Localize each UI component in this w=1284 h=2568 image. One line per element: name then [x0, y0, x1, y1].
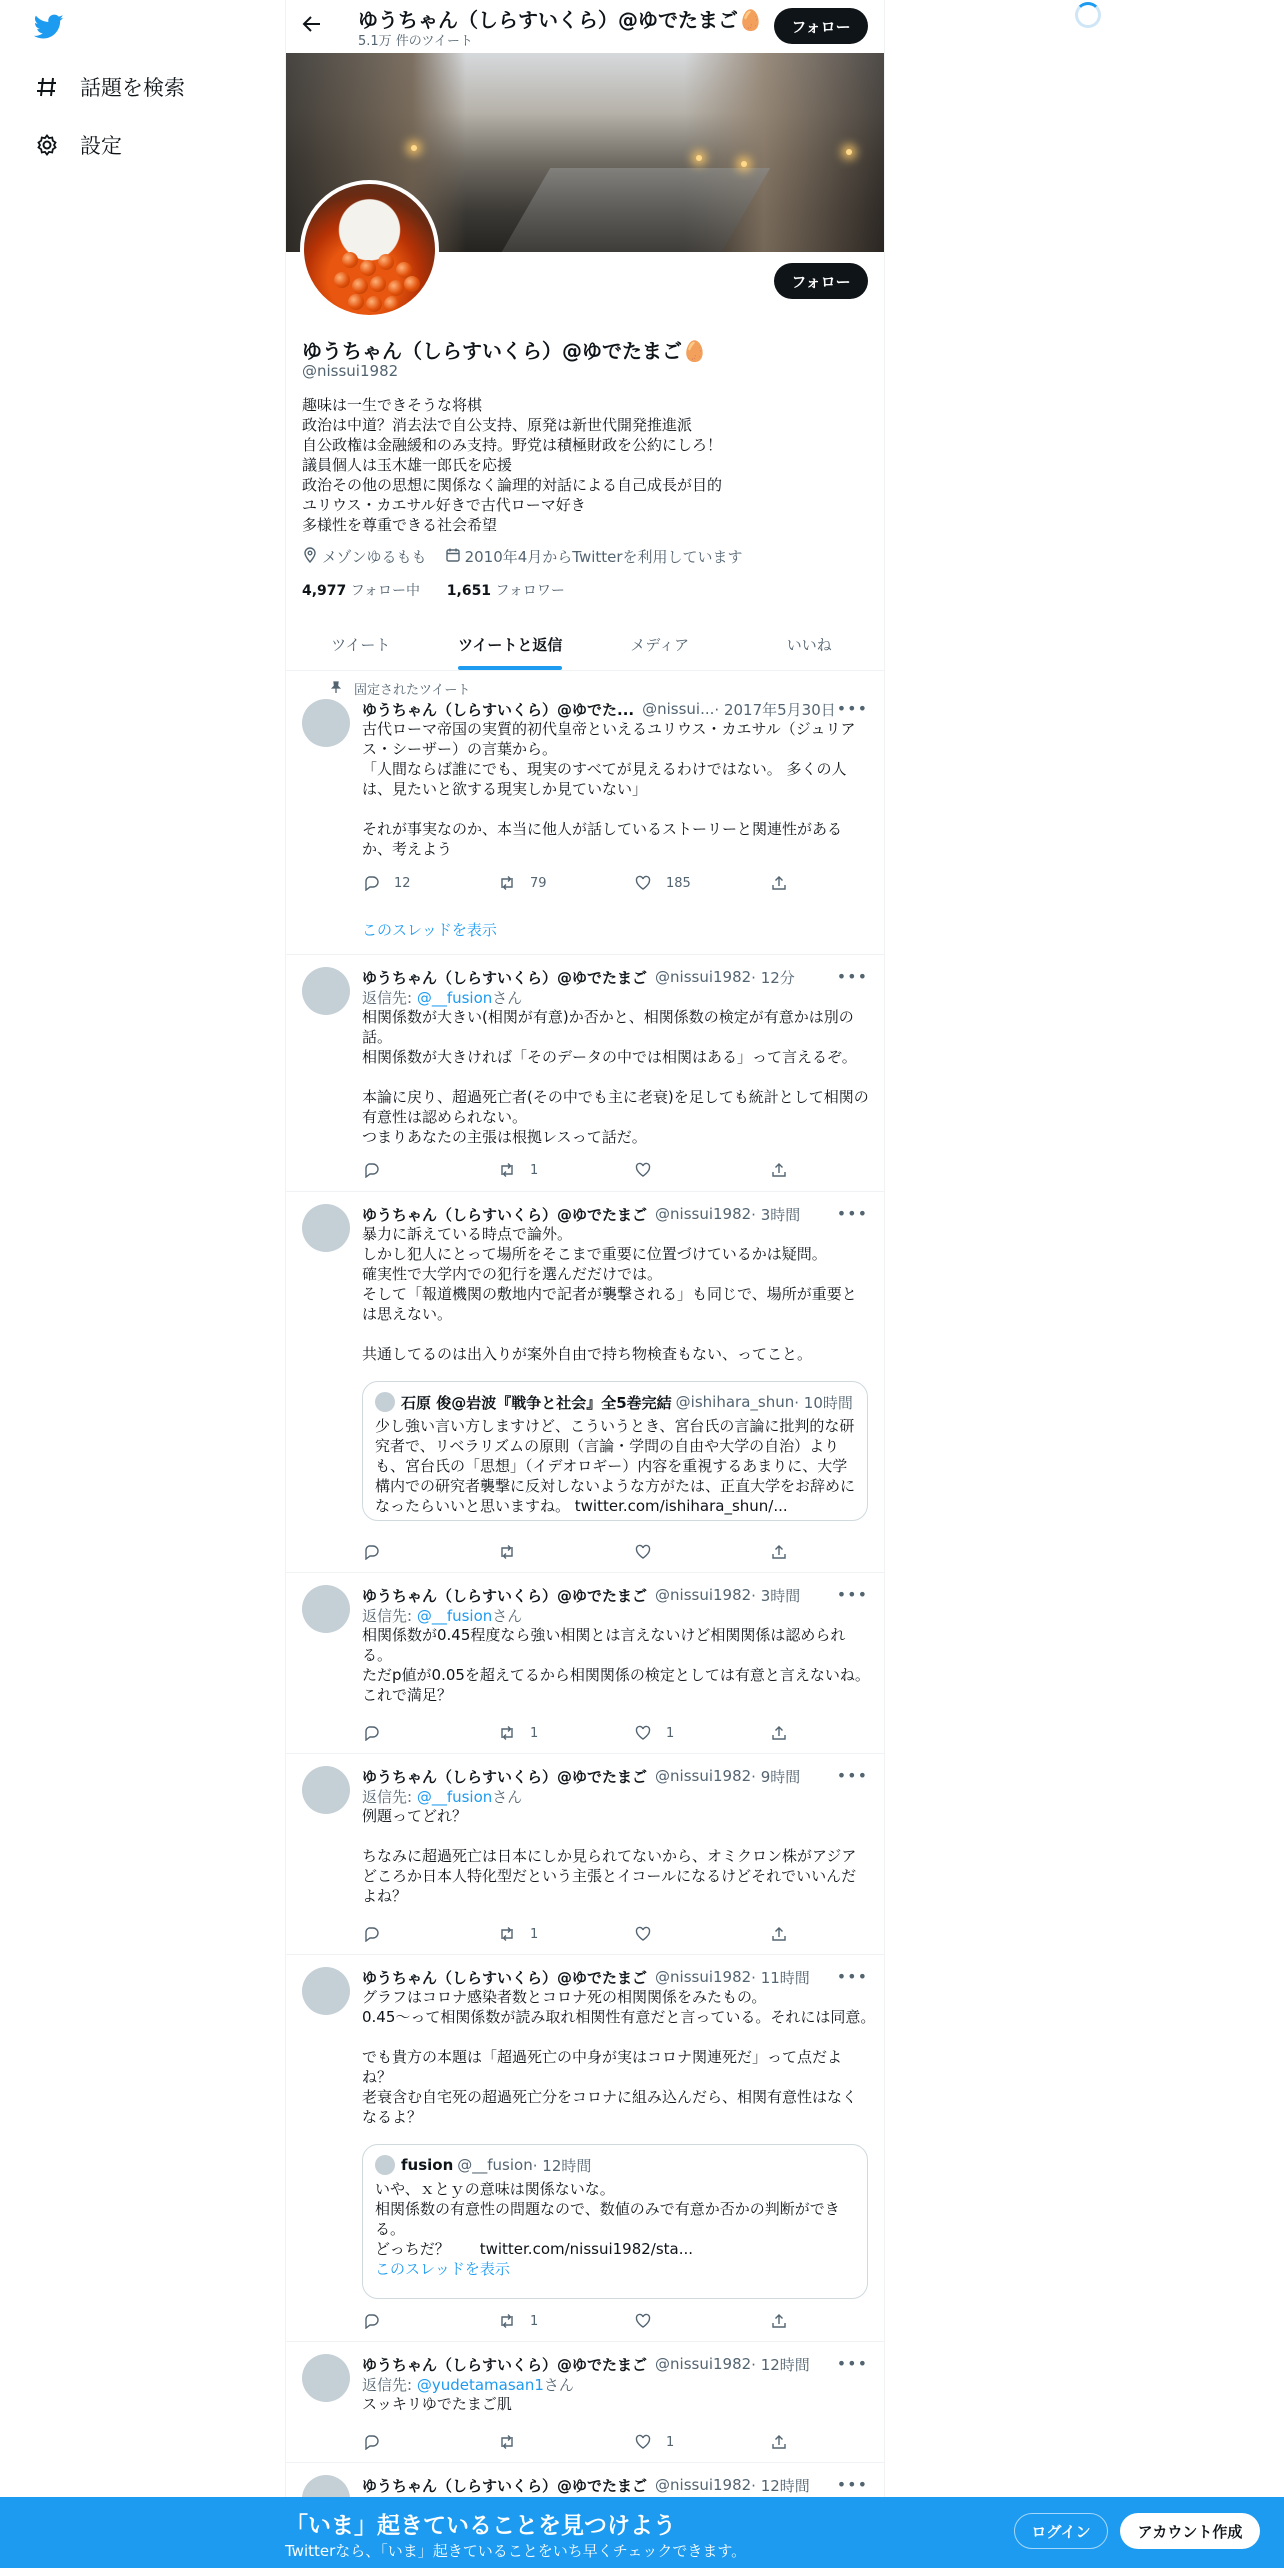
profile-name: ゆうちゃん（しらすいくら）@ゆでたまご🥚: [302, 339, 707, 363]
tweet-text-line: でも貴方の本題は「超過死亡の中身が実はコロナ関連死だ」って点だよ: [362, 2048, 843, 2066]
nav-settings[interactable]: [34, 125, 122, 165]
quoted-time: · 12時間: [532, 2156, 592, 2175]
retweet-icon: [498, 874, 516, 892]
tweet-body: [362, 699, 868, 859]
tweet-text-line: グラフはコロナ感染者数とコロナ死の相関関係をみたもの。: [362, 1988, 767, 2006]
tweet-author-name[interactable]: ゆうちゃん（しらすいくら）@ゆでたまご: [362, 2355, 648, 2374]
reply-to-prefix: 返信先:: [362, 1607, 417, 1625]
tweet-text-line: 確実性で大学内での犯行を選んだだけでは。: [362, 1265, 663, 1283]
tweet-text: [362, 1224, 868, 1364]
share-icon: [770, 1925, 788, 1943]
bottom-bar-subtitle: Twitterなら、「いま」起きていることをいち早くチェックできます。: [285, 2542, 747, 2560]
topbar-tweet-count: 5.1万 件のツイート: [358, 34, 473, 49]
pinned-indicator: [330, 679, 470, 698]
retweet-button[interactable]: [498, 1924, 634, 1944]
followers-count: 1,651: [446, 583, 492, 599]
reply-to-user-link[interactable]: @__fusion: [416, 989, 493, 1007]
share-button[interactable]: [770, 1924, 802, 1944]
tweet-text-line: 0.45〜って相関係数が読み取れ相関性有意だと言っている。それには同意。: [362, 2008, 876, 2026]
more-icon[interactable]: •••: [836, 1967, 868, 1986]
tweet-time[interactable]: · 9時間: [751, 1767, 801, 1786]
like-count: 1: [666, 1725, 675, 1741]
hashtag-icon: [34, 74, 60, 100]
bio-line: 自公政権は金融緩和のみ支持。野党は積極財政を公約にしろ！: [302, 436, 723, 454]
retweet-count: 1: [530, 1725, 539, 1741]
tweet-header: [362, 2475, 868, 2495]
tweet-author-handle[interactable]: @nissui1982: [655, 1767, 752, 1785]
tweet-text-line: 共通してるのは出入りが案外自由で持ち物検査もない、ってこと。: [362, 1345, 813, 1363]
nav-explore[interactable]: [34, 67, 185, 107]
tweet-text-line: ちなみに超過死亡は日本にしか見られてないから、オミクロン株がアジア: [362, 1847, 857, 1865]
tweet-text-line: 「人間ならば誰にでも、現実のすべてが見えるわけではない。 多くの人: [362, 760, 847, 778]
tweet-actions: [362, 873, 802, 893]
reply-count: 12: [394, 875, 411, 891]
retweet-button[interactable]: [498, 2432, 634, 2452]
bio-line: 議員個人は玉木雄一郎氏を応援: [302, 456, 513, 474]
tweet[interactable]: [286, 955, 884, 1192]
login-button[interactable]: ログイン: [1014, 2513, 1108, 2549]
bio-line: 政治は中道？消去法で自公支持、原発は新世代開発推進派: [302, 416, 693, 434]
tweet-text: [362, 1625, 868, 1705]
share-button[interactable]: [770, 873, 802, 893]
reply-icon: [362, 874, 380, 892]
profile-meta: [302, 546, 743, 567]
retweet-icon: [498, 2312, 516, 2330]
quoted-text-line: 相関係数の有意性の問題なので、数値のみで有意か否かの判断ができ: [375, 2200, 840, 2218]
retweet-icon: [498, 1543, 516, 1561]
like-button[interactable]: [634, 1723, 770, 1743]
quoted-author-handle: @ishihara_shun: [675, 1393, 795, 1411]
profile-location: メゾンゆるもも: [322, 548, 427, 566]
quoted-author-name: fusion: [401, 2156, 454, 2174]
following-count: 4,977: [302, 583, 347, 599]
heart-icon: [634, 1724, 652, 1742]
location-icon: [302, 547, 318, 567]
tweet-text-line: これで満足？: [362, 1686, 453, 1704]
tweet-text-line: 相関係数が大きければ「そのデータの中では相関はある」って言えるぞ。: [362, 1048, 857, 1066]
more-icon[interactable]: •••: [836, 1766, 868, 1785]
tweet[interactable]: [286, 1192, 884, 1573]
nav-explore-label: 話題を検索: [80, 76, 185, 100]
profile-tabs: [286, 618, 884, 671]
bio-line: ユリウス・カエサル好きで古代ローマ好き: [302, 496, 586, 514]
retweet-icon: [498, 1925, 516, 1943]
like-button[interactable]: [634, 1542, 770, 1562]
quoted-show-thread-link[interactable]: このスレッドを表示: [375, 2260, 510, 2278]
tweet-text-line: そして「報道機関の敷地内で記者が襲撃される」も同じで、場所が重要と: [362, 1285, 857, 1303]
reply-button[interactable]: [362, 873, 498, 893]
quoted-tweet-avatar: [375, 1392, 395, 1412]
tweet-text: [362, 1987, 876, 2127]
reply-icon: [362, 1543, 380, 1561]
reply-to: [362, 1605, 868, 1625]
quoted-text-line: 少し強い言い方しますけど、こういうとき、宮台氏の言論に批判的な研: [375, 1417, 855, 1435]
topbar-follow-button[interactable]: フォロー: [774, 8, 868, 44]
bottom-bar-title: 「いま」起きていることを見つけよう: [285, 2513, 676, 2539]
tweet-text-line: [362, 1067, 868, 1087]
tab-tweets-and-replies[interactable]: ツイートと返信: [436, 618, 586, 670]
share-icon: [770, 874, 788, 892]
tweet-text-line: 相関係数が大きい(相関が有意)か否かと、相関係数の検定が有意かは別の: [362, 1008, 854, 1026]
tweet-avatar[interactable]: [302, 2354, 350, 2402]
tweet-text-line: 本論に戻り、超過死亡者(その中でも主に老衰)を足しても統計として相関の: [362, 1088, 869, 1106]
tweet-avatar[interactable]: [302, 1204, 350, 1252]
tweet-avatar[interactable]: [302, 1967, 350, 2015]
pinned-label: 固定されたツイート: [354, 683, 471, 698]
tweet[interactable]: [286, 671, 884, 955]
bio-line: 多様性を尊重できる社会希望: [302, 516, 498, 534]
tweet-header: [362, 1766, 868, 1786]
share-icon: [770, 2312, 788, 2330]
tweet-text-line: しかし犯人にとって場所をそこまで重要に位置づけているかは疑問。: [362, 1245, 827, 1263]
quoted-text-line: いや、ｘとｙの意味は関係ないな。: [375, 2180, 615, 2198]
tweet-author-handle[interactable]: @nissui1982: [655, 1586, 752, 1604]
profile-topbar: [286, 0, 884, 53]
more-icon[interactable]: •••: [836, 2475, 868, 2494]
quoted-tweet[interactable]: [362, 1381, 868, 1521]
tweet-text-line: [362, 1324, 868, 1344]
like-count: 185: [666, 875, 691, 891]
retweet-button[interactable]: [498, 873, 634, 893]
tweet-header: [362, 1967, 868, 1987]
reply-to-prefix: 返信先:: [362, 2376, 417, 2394]
tweet-text-line: 話。: [362, 1028, 393, 1046]
heart-icon: [634, 1543, 652, 1561]
tweet-body: [362, 1585, 868, 1705]
reply-to-suffix: さん: [492, 1788, 523, 1806]
quoted-text-line: る。: [375, 2220, 406, 2238]
quoted-text-line: 構内での研究者襲撃に反対しないような方がたは、正直大学をお辞めに: [375, 1477, 856, 1495]
profile-joined: 2010年4月からTwitterを利用しています: [464, 548, 743, 566]
retweet-button[interactable]: [498, 1723, 634, 1743]
quoted-text-line: も、宮台氏の「思想」（イデオロギー）内容を重視するあまりに、大学: [375, 1457, 848, 1475]
tweet-body: [362, 2354, 868, 2414]
share-icon: [770, 2433, 788, 2451]
reply-to-prefix: 返信先:: [362, 989, 417, 1007]
heart-icon: [634, 1925, 652, 1943]
like-button[interactable]: [634, 873, 770, 893]
tweet-body: [362, 1204, 868, 1364]
tweet-time[interactable]: · 11時間: [751, 1968, 810, 1987]
like-button[interactable]: [634, 2311, 770, 2331]
reply-to: [362, 1786, 868, 1806]
tweet-text-line: つまりあなたの主張は根拠レスって話だ。: [362, 1128, 647, 1146]
like-button[interactable]: [634, 2432, 770, 2452]
tweet-time[interactable]: · 12時間: [751, 2355, 810, 2374]
tweet[interactable]: [286, 1754, 884, 1955]
retweet-button[interactable]: [498, 1542, 634, 1562]
tweet-body: [362, 967, 868, 1147]
tweet-actions: [362, 2311, 802, 2331]
reply-icon: [362, 2312, 380, 2330]
tweet-actions: [362, 1723, 802, 1743]
tweet-author-name[interactable]: ゆうちゃん（しらすいくら）@ゆでた...: [362, 700, 635, 719]
retweet-count: 1: [530, 1162, 539, 1178]
tweet-header: [362, 1204, 868, 1224]
tweet-text-line: どころか日本人特化型だという主張とイコールになるけどそれでいいんだ: [362, 1867, 857, 1885]
quoted-tweet[interactable]: [362, 2144, 868, 2299]
reply-to-user-link[interactable]: @__fusion: [416, 1788, 493, 1806]
tweet-avatar[interactable]: [302, 1766, 350, 1814]
following-link[interactable]: [302, 583, 420, 599]
tweet-header: [362, 1585, 868, 1605]
tweet-time[interactable]: · 3時間: [751, 1586, 801, 1605]
tweet-header: [362, 2354, 868, 2374]
tweet-text-line: ス・シーザー）の言葉から。: [362, 740, 558, 758]
tweet-body: [362, 1967, 876, 2127]
quoted-text-line: どっちだ？ twitter.com/nissui1982/sta...: [375, 2240, 694, 2258]
tweet-text-line: [362, 799, 868, 819]
reply-to-prefix: 返信先:: [362, 1788, 417, 1806]
tweet-text-line: 古代ローマ帝国の実質的初代皇帝といえるユリウス・カエサル（ジュリア: [362, 720, 856, 738]
reply-button[interactable]: [362, 1542, 498, 1562]
tweet[interactable]: [286, 1573, 884, 1754]
followers-link[interactable]: [447, 583, 565, 599]
retweet-count: 1: [530, 1926, 539, 1942]
share-icon: [770, 1724, 788, 1742]
tweet-text-line: は、見たいと欲する現実しか見ていない」: [362, 780, 648, 798]
tweet-text-line: よね？: [362, 1887, 408, 1905]
quoted-tweet-avatar: [375, 2155, 395, 2175]
tweet-body: [362, 2475, 868, 2495]
like-count: 1: [666, 2434, 675, 2450]
tweet-avatar[interactable]: [302, 967, 350, 1015]
reply-to-suffix: さん: [492, 1607, 523, 1625]
retweet-count: 79: [530, 875, 547, 891]
heart-icon: [634, 874, 652, 892]
tweet-text-line: スッキリゆでたまご肌: [362, 2395, 512, 2413]
twitter-logo-icon[interactable]: [34, 14, 64, 40]
heart-icon: [634, 1161, 652, 1179]
reply-button[interactable]: [362, 2311, 498, 2331]
profile-main-column: [285, 0, 885, 2568]
share-button[interactable]: [770, 1723, 802, 1743]
quoted-tweet-text: [375, 2179, 855, 2259]
reply-to: [362, 2374, 868, 2394]
reply-to-user-link[interactable]: @yudetamasan1: [416, 2376, 544, 2394]
profile-follow-button[interactable]: フォロー: [774, 263, 868, 299]
tweet-text-line: か、考えよう: [362, 840, 453, 858]
loading-spinner-icon: [1075, 2, 1101, 28]
share-button[interactable]: [770, 2432, 802, 2452]
tweet-author-name[interactable]: ゆうちゃん（しらすいくら）@ゆでたまご: [362, 2476, 648, 2495]
share-button[interactable]: [770, 2311, 802, 2331]
tweet-text-line: 老衰含む自宅死の超過死亡分をコロナに組み込んだら、相関有意性はなく: [362, 2088, 858, 2106]
tab-tweets[interactable]: ツイート: [331, 635, 391, 654]
reply-icon: [362, 1724, 380, 1742]
tweet-text: [362, 1806, 868, 1906]
tweet-text-line: ね？: [362, 2068, 393, 2086]
retweet-icon: [498, 2433, 516, 2451]
tweet-author-handle[interactable]: @nissui1982: [655, 2355, 752, 2373]
reply-to-suffix: さん: [492, 989, 523, 1007]
retweet-button[interactable]: [498, 2311, 634, 2331]
tweet-author-handle[interactable]: @nissui1982: [655, 2476, 752, 2494]
reply-to: [362, 987, 868, 1007]
tweet-text-line: [362, 2027, 868, 2047]
reply-button[interactable]: [362, 1160, 498, 1180]
tweet-text-line: は思えない。: [362, 1305, 453, 1323]
tweet-author-handle[interactable]: @nissui...: [642, 700, 715, 718]
tweet-avatar[interactable]: [302, 699, 350, 747]
more-icon[interactable]: •••: [836, 699, 868, 718]
tweet-text: [362, 1007, 868, 1147]
tweet-actions: [362, 1160, 802, 1180]
tweet-header: [362, 967, 868, 987]
reply-icon: [362, 2433, 380, 2451]
pin-icon: [330, 681, 342, 697]
retweet-count: 1: [530, 2313, 539, 2329]
profile-bio: [302, 395, 722, 535]
tweet-text: [362, 719, 868, 859]
tweet-text-line: 例題ってどれ？: [362, 1807, 468, 1825]
tweet-header: [362, 699, 868, 719]
tweet-author-handle[interactable]: @nissui1982: [655, 1205, 752, 1223]
tweet-avatar[interactable]: [302, 1585, 350, 1633]
retweet-icon: [498, 1161, 516, 1179]
tweet-time[interactable]: · 2017年5月30日: [714, 700, 836, 719]
reply-icon: [362, 1925, 380, 1943]
reply-icon: [362, 1161, 380, 1179]
like-button[interactable]: [634, 1160, 770, 1180]
show-thread-link[interactable]: このスレッドを表示: [362, 921, 497, 939]
tweet-actions: [362, 2432, 802, 2452]
bio-line: 趣味は一生できそうな将棋: [302, 396, 483, 414]
tweet-author-handle[interactable]: @nissui1982: [655, 968, 752, 986]
quoted-text-line: なったらいいと思いますね。 twitter.com/ishihara_shun/...: [375, 1497, 788, 1515]
bio-line: 政治その他の思想に関係なく論理的対話による自己成長が目的: [302, 476, 723, 494]
signup-button[interactable]: アカウント作成: [1120, 2513, 1260, 2549]
quoted-tweet-header: [375, 2155, 855, 2175]
topbar-name: ゆうちゃん（しらすいくら）@ゆでたまご🥚: [358, 8, 763, 32]
tweet-time[interactable]: · 12分: [751, 968, 795, 987]
tweet-text-line: [362, 1826, 868, 1846]
tweet-author-name[interactable]: ゆうちゃん（しらすいくら）@ゆでたまご: [362, 1968, 648, 1987]
quoted-author-handle: @__fusion: [457, 2156, 533, 2174]
profile-handle: @nissui1982: [302, 362, 399, 380]
tweet-body: [362, 1766, 868, 1906]
share-icon: [770, 1161, 788, 1179]
reply-button[interactable]: [362, 2432, 498, 2452]
heart-icon: [634, 2312, 652, 2330]
quoted-tweet-header: [375, 1392, 855, 1412]
tweet-author-name[interactable]: ゆうちゃん（しらすいくら）@ゆでたまご: [362, 1586, 648, 1605]
tweet-text: [362, 2394, 868, 2414]
nav-settings-label: 設定: [80, 134, 122, 158]
share-button[interactable]: [770, 1542, 802, 1562]
tab-likes[interactable]: いいね: [786, 635, 832, 654]
tweet-text-line: ただp値が0.05を超えてるから相関関係の検定としては有意と言えないね。: [362, 1666, 870, 1684]
gear-icon: [34, 132, 60, 158]
tweet-author-name[interactable]: ゆうちゃん（しらすいくら）@ゆでたまご: [362, 1205, 648, 1224]
share-icon: [770, 1543, 788, 1561]
tweet[interactable]: [286, 2342, 884, 2463]
quoted-author-name: 石原 俊@岩波『戦争と社会』全5巻完結: [401, 1393, 672, 1412]
tab-media[interactable]: メディア: [630, 635, 690, 654]
profile-counts: [302, 580, 565, 600]
retweet-button[interactable]: [498, 1160, 634, 1180]
more-icon[interactable]: •••: [836, 1585, 868, 1604]
tweet-time[interactable]: · 3時間: [751, 1205, 801, 1224]
back-arrow-icon[interactable]: [302, 14, 322, 40]
calendar-icon: [445, 547, 461, 567]
more-icon[interactable]: •••: [836, 2354, 868, 2373]
more-icon[interactable]: •••: [836, 1204, 868, 1223]
tweet-text-line: それが事実なのか、本当に他人が話しているストーリーと関連性がある: [362, 820, 843, 838]
bottom-signup-bar: [0, 2497, 1284, 2568]
more-icon[interactable]: •••: [836, 967, 868, 986]
tweet-author-handle[interactable]: @nissui1982: [655, 1968, 752, 1986]
reply-button[interactable]: [362, 1924, 498, 1944]
quoted-tweet-text: [375, 1416, 855, 1516]
following-label: フォロー中: [350, 583, 421, 599]
quoted-text-line: 究者で、リベラリズムの原則（言論・学問の自由や大学の自治）より: [375, 1437, 840, 1455]
tweet-text-line: なるよ？: [362, 2108, 423, 2126]
reply-button[interactable]: [362, 1723, 498, 1743]
share-button[interactable]: [770, 1160, 802, 1180]
tweet-actions: [362, 1542, 802, 1562]
tweet-author-name[interactable]: ゆうちゃん（しらすいくら）@ゆでたまご: [362, 1767, 648, 1786]
heart-icon: [634, 2433, 652, 2451]
tweet[interactable]: [286, 1955, 884, 2342]
tweet-text-line: 暴力に訴えている時点で論外。: [362, 1225, 573, 1243]
tweet-text-line: 有意性は認められない。: [362, 1108, 528, 1126]
like-button[interactable]: [634, 1924, 770, 1944]
reply-to-user-link[interactable]: @__fusion: [416, 1607, 493, 1625]
tweet-text-line: る。: [362, 1646, 393, 1664]
retweet-icon: [498, 1724, 516, 1742]
quoted-time: · 10時間: [794, 1393, 853, 1412]
profile-avatar[interactable]: [300, 180, 439, 319]
tweet-author-name[interactable]: ゆうちゃん（しらすいくら）@ゆでたまご: [362, 968, 648, 987]
reply-to-suffix: さん: [543, 2376, 574, 2394]
followers-label: フォロワー: [495, 583, 565, 599]
tweet-time[interactable]: · 12時間: [751, 2476, 810, 2495]
tweet-text-line: 相関係数が0.45程度なら強い相関とは言えないけど相関関係は認められ: [362, 1626, 846, 1644]
tweet-actions: [362, 1924, 802, 1944]
